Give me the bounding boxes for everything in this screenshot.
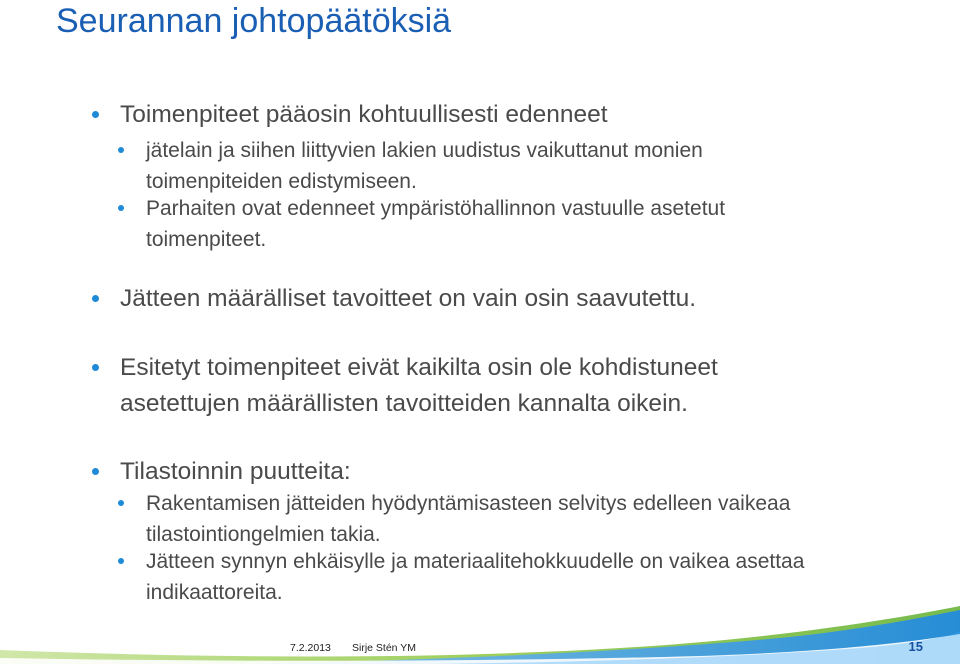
- bullet-text: Toimenpiteet pääosin kohtuullisesti edenneet: [120, 101, 608, 128]
- bullet-text-line: toimenpiteet.: [146, 228, 267, 251]
- bullet-dot-icon: [118, 205, 124, 211]
- bullet-text-line: jätelain ja siihen liittyvien lakien uudistus vaikuttanut monien: [146, 139, 703, 162]
- bullet-text-line: toimenpiteiden edistymiseen.: [146, 170, 417, 193]
- footer-author: Sirje Stén YM: [352, 642, 416, 654]
- bullet-text-line: Jätteen synnyn ehkäisylle ja materiaalitehokkuudelle on vaikea asettaa: [146, 550, 805, 573]
- footer-wave-decoration: [0, 600, 960, 664]
- bullet-text-line: Esitetyt toimenpiteet eivät kaikilta osin ole kohdistuneet: [120, 354, 718, 381]
- slide-title: Seurannan johtopäätöksiä: [56, 2, 452, 40]
- sub-bullet-item: [146, 135, 703, 197]
- sub-bullet-item: [146, 546, 804, 608]
- bullet-text-line: Parhaiten ovat edenneet ympäristöhallinnon vastuulle asetetut: [146, 197, 726, 220]
- bullet-dot-icon: [92, 364, 99, 371]
- bullet-dot-icon: [92, 295, 99, 302]
- bullet-item: [120, 281, 696, 317]
- footer-date: 7.2.2013: [290, 642, 331, 654]
- sub-bullet-item: [146, 193, 725, 255]
- page-number: 15: [908, 639, 923, 654]
- bullet-item: [120, 454, 351, 490]
- bullet-text-line: indikaattoreita.: [146, 581, 283, 604]
- bullet-dot-icon: [92, 468, 99, 475]
- bullet-text-line: asetettujen määrällisten tavoitteiden kannalta oikein.: [120, 390, 688, 417]
- bullet-dot-icon: [118, 147, 124, 153]
- bullet-dot-icon: [92, 111, 99, 118]
- bullet-text-line: Rakentamisen jätteiden hyödyntämisasteen selvitys edelleen vaikeaa: [146, 492, 791, 515]
- bullet-dot-icon: [118, 558, 124, 564]
- bullet-item: [120, 350, 718, 422]
- bullet-text: Jätteen määrälliset tavoitteet on vain osin saavutettu.: [120, 285, 697, 312]
- bullet-text: Tilastoinnin puutteita:: [120, 458, 351, 485]
- bullet-text-line: tilastointiongelmien takia.: [146, 523, 381, 546]
- bullet-item: [120, 97, 608, 133]
- sub-bullet-item: [146, 488, 790, 550]
- bullet-dot-icon: [118, 500, 124, 506]
